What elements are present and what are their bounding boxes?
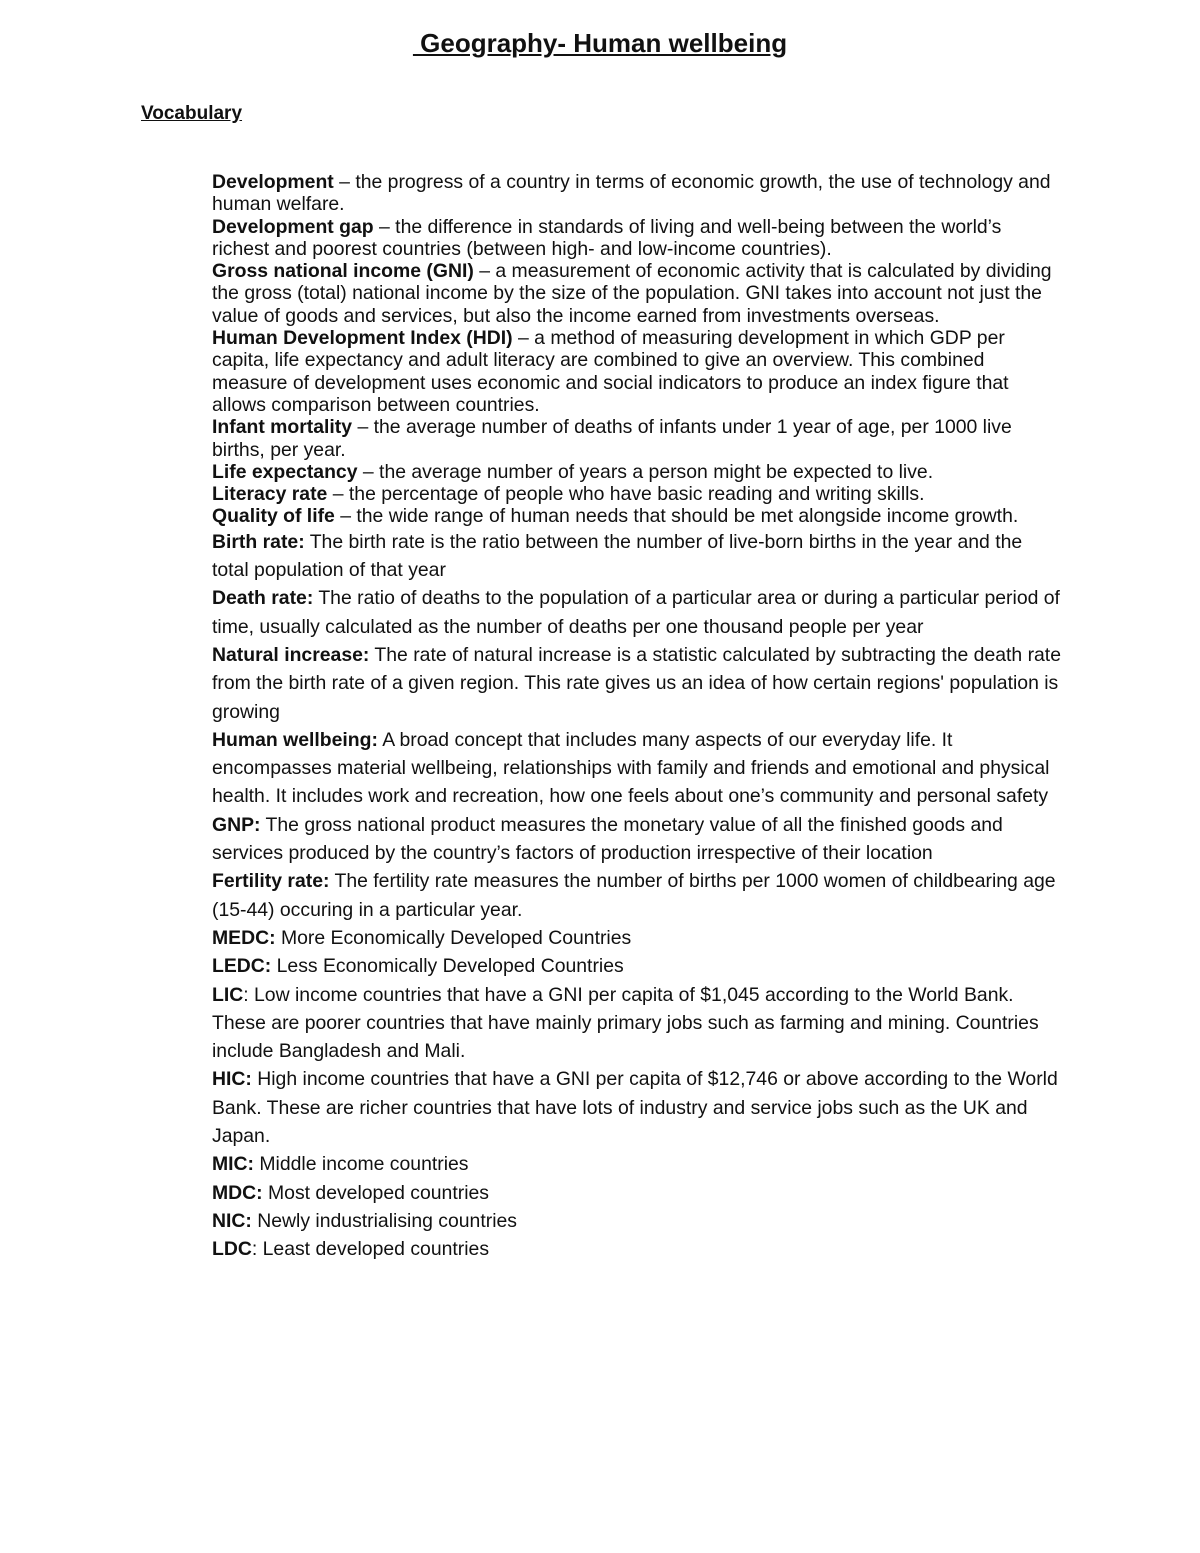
vocab-entry: [212, 952, 1062, 980]
vocabulary-list: [212, 171, 1062, 1263]
vocab-entry: [212, 1065, 1062, 1150]
vocab-definition: The rate of natural increase is a statistic calculated by subtracting the death rate from the birth rate of a given region. This rate gives us an idea of how certain regions' population is growing: [212, 643, 1061, 723]
vocab-term: Development gap: [212, 215, 374, 238]
vocab-entry: [212, 416, 1062, 461]
vocab-entry: [212, 1179, 1062, 1207]
vocab-term: Infant mortality: [212, 416, 353, 439]
vocab-definition: More Economically Developed Countries: [275, 926, 632, 949]
vocab-entry: [212, 1207, 1062, 1235]
vocab-definition: – the percentage of people who have basic reading and writing skills.: [327, 483, 925, 506]
vocab-definition: Middle income countries: [254, 1153, 469, 1176]
vocab-entry: [212, 483, 1062, 505]
vocab-term: Human wellbeing:: [212, 728, 378, 751]
vocab-definition: – a method of measuring development in which GDP per capita, life expectancy and adult literacy are combined to give an overview. This combined measure of development uses economic and social indicators to produce an index figure that allows comparison between countries.: [212, 327, 1009, 416]
vocab-entry: [212, 641, 1062, 726]
vocab-term: HIC:: [212, 1068, 252, 1091]
page-title: Geography- Human wellbeing: [412, 28, 788, 58]
vocab-term: Birth rate:: [212, 530, 305, 553]
vocab-term: Gross national income (GNI): [212, 260, 474, 283]
vocab-term: Death rate:: [212, 587, 314, 610]
vocab-term: GNP:: [212, 813, 261, 836]
vocab-definition: – a measurement of economic activity that is calculated by dividing the gross (total) national income by the size of the population. GNI takes into account not just the value of goods and services, but also the income earned from investments overseas.: [212, 260, 1052, 327]
vocab-term: Natural increase:: [212, 643, 370, 666]
vocab-entry: [212, 528, 1062, 585]
vocab-entry: [212, 327, 1062, 416]
vocab-term: Development: [212, 171, 334, 193]
vocab-entry: [212, 171, 1062, 216]
vocab-term: LEDC:: [212, 955, 272, 978]
vocab-entry: [212, 1235, 1062, 1263]
vocab-term: Quality of life: [212, 505, 335, 528]
vocab-entry: [212, 584, 1062, 641]
vocab-entry: [212, 867, 1062, 924]
vocab-entry: [212, 1150, 1062, 1178]
vocab-definition: – the difference in standards of living and well-being between the world’s richest and poorest countries (between high- and low-income countries).: [212, 215, 1002, 260]
vocab-definition: The birth rate is the ratio between the number of live-born births in the year and the total population of that year: [212, 530, 1023, 582]
vocab-entry: [212, 260, 1062, 327]
vocab-term: Literacy rate: [212, 483, 328, 506]
vocab-term: Fertility rate:: [212, 870, 330, 893]
vocab-definition: A broad concept that includes many aspects of our everyday life. It encompasses material wellbeing, relationships with family and friends and emotional and physical health. It includes work and recreation, how one feels about one’s community and personal safety: [212, 728, 1050, 808]
vocab-entry: [212, 924, 1062, 952]
vocab-definition: Most developed countries: [262, 1181, 489, 1204]
vocab-definition: – the average number of deaths of infants under 1 year of age, per 1000 live births, per year.: [212, 416, 1012, 461]
vocab-definition: Newly industrialising countries: [251, 1209, 517, 1232]
vocab-definition: : Low income countries that have a GNI per capita of $1,045 according to the World Bank. These are poorer countries that have mainly primary jobs such as farming and mining. Countries include Bangladesh and Mali.: [212, 983, 1039, 1063]
vocab-entry: [212, 505, 1062, 527]
vocab-term: Life expectancy: [212, 460, 358, 483]
section-heading-vocabulary: Vocabulary: [141, 103, 243, 124]
vocab-term: MDC:: [212, 1181, 263, 1204]
vocab-term: NIC:: [212, 1209, 252, 1232]
vocab-definition: The fertility rate measures the number of births per 1000 women of childbearing age (15-44) occuring in a particular year.: [212, 870, 1056, 921]
vocab-definition: – the average number of years a person might be expected to live.: [357, 460, 934, 483]
vocab-definition: – the wide range of human needs that should be met alongside income growth.: [334, 505, 1019, 528]
vocab-term: MIC:: [212, 1153, 255, 1176]
vocab-definition: : Least developed countries: [251, 1238, 490, 1261]
vocab-definition: Less Economically Developed Countries: [271, 955, 624, 978]
vocab-entry: [212, 216, 1062, 261]
vocab-definition: – the progress of a country in terms of economic growth, the use of technology and human welfare.: [212, 171, 1051, 216]
vocab-entry: [212, 981, 1062, 1066]
vocab-term: LDC: [212, 1238, 252, 1261]
vocab-definition: High income countries that have a GNI per capita of $12,746 or above according to the World Bank. These are richer countries that have lots of industry and service jobs such as the UK and Japan.: [212, 1068, 1058, 1147]
vocab-term: Human Development Index (HDI): [212, 327, 513, 350]
vocab-entry: [212, 811, 1062, 868]
vocab-definition: The ratio of deaths to the population of a particular area or during a particular period of time, usually calculated as the number of deaths per one thousand people per year: [212, 587, 1060, 638]
vocab-entry: [212, 461, 1062, 483]
vocab-definition: The gross national product measures the monetary value of all the finished goods and services produced by the country’s factors of production irrespective of their location: [212, 813, 1003, 865]
vocab-term: LIC: [212, 983, 244, 1006]
vocab-entry: [212, 726, 1062, 811]
vocab-term: MEDC:: [212, 926, 276, 949]
